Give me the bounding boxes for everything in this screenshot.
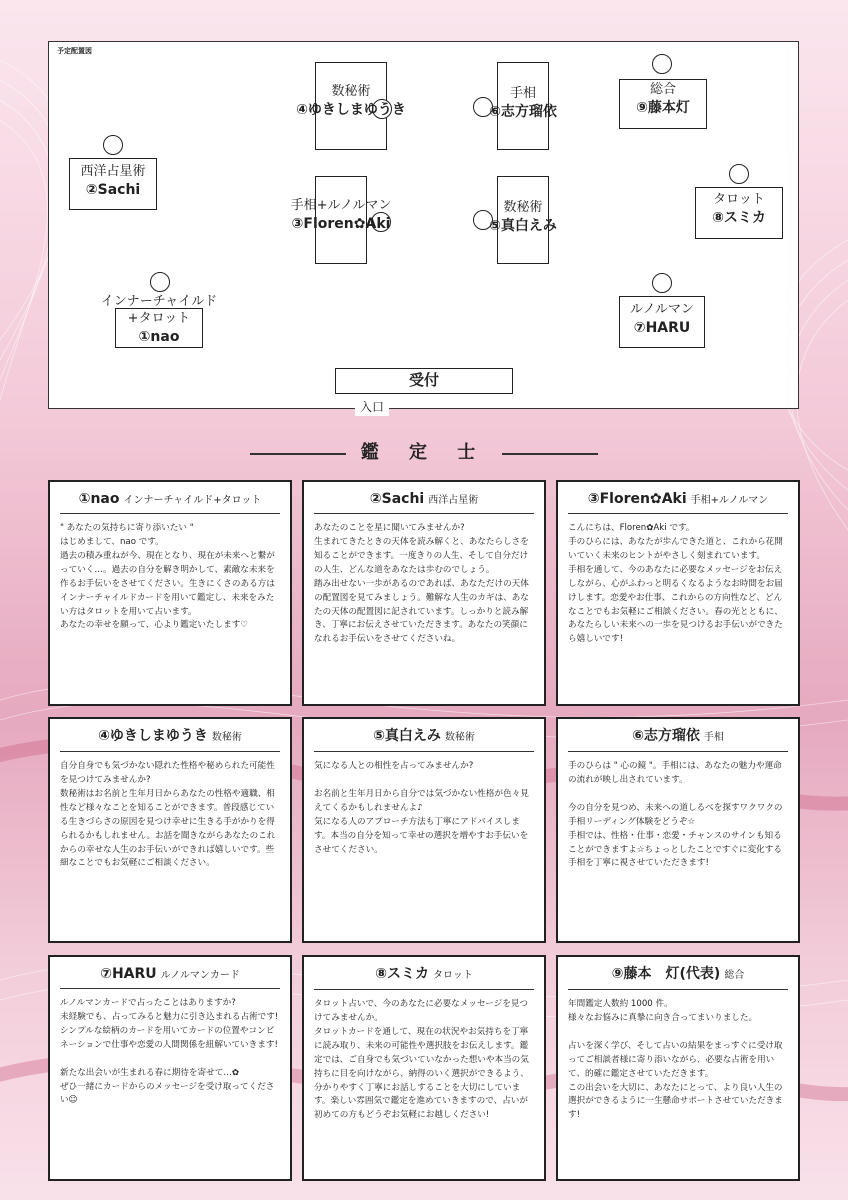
reader-specialty: ルノルマンカード xyxy=(160,970,240,981)
seat-7 xyxy=(652,273,672,293)
reader-name: ③Floren✿Aki xyxy=(587,491,687,507)
reader-specialty: タロット xyxy=(433,970,473,981)
reader-specialty: 西洋占星術 xyxy=(428,495,479,506)
reader-description: ルノルマンカードで占ったことはありますか? 未経験でも、占ってみると魅力に引き込まれる占術です!シンプルな絵柄のカードを用いてカードの位置やコンビネーションで仕事や恋愛の人間関係を紐解いていきます! 新たな出会いが生まれる春に期待を寄せて…✿ ぜひ一緒にカードからのメッセージを受け取ってください☺ xyxy=(60,998,279,1106)
map-title: 予定配置図 xyxy=(57,47,92,55)
booth-label-9: 総合 ⑨藤本灯 xyxy=(636,82,690,116)
section-title: 鑑 定 士 xyxy=(360,442,488,463)
reader-name: ④ゆきしまゆうき xyxy=(98,728,208,744)
seat-2 xyxy=(103,135,123,155)
seat-9 xyxy=(652,54,672,74)
reader-description: 年間鑑定人数約 1000 件。 様々なお悩みに真摯に向き合ってまいりました。 占いを深く学び、そして占いの結果をまっすぐに受け取ってご相談者様に寄り添いながら、必要な占術を用いて、的確に鑑定させていただきます。 この出会いを大切に、あなたにとって、より良い人生の選択ができるように一生懸命サポートさせていただきます! xyxy=(568,999,783,1121)
reader-name: ⑦HARU xyxy=(100,966,157,982)
booth-label-7: ルノルマン ⑦HARU xyxy=(630,302,694,336)
reader-description: " あなたの気持ちに寄り添いたい " はじめまして、nao です。 過去の積み重ねが今、現在となり、現在が未来へと繋がっていく…。過去の自分を解き明かして、素敵な未来を作るお手伝いをさせてください。生きにくさのある方はインナーチャイルドカードを用いて鑑定し、未来をみたい方はタロットを用いて占います。 あなたの幸せを願って、心より鑑定いたします♡ xyxy=(60,523,275,631)
reader-card-5 xyxy=(302,717,546,943)
reader-card-9 xyxy=(556,955,800,1181)
reader-description: あなたのことを星に聞いてみませんか? 生まれてきたときの天体を読み解くと、あなたらしさを知ることができます。一度きりの人生、そして自分だけの人生、どんな道をあなたは歩むのでしょう。 踏み出せない一歩があるのであれば、あなただけの天体の配置図を見てみましょう。難解な人生のカギは、あなたの天体の配置図に記されています。しっかりと読み解き、丁寧にお伝えさせていただきます。あなたの笑顔になれるお手伝いをさせてくださいね。 xyxy=(314,523,529,645)
seat-1 xyxy=(150,272,170,292)
reader-description: 手のひらは " 心の鏡 "。手相には、あなたの魅力や運命の流れが映し出されています。 今の自分を見つめ、未来への道しるべを探すワクワクの手相リーディング体験をどうぞ☆ 手相では、性格・仕事・恋愛・チャンスのサインも知ることができますよ☆ちょっとしたことですぐに変化する手相を丁寧に視させていただきます! xyxy=(568,761,783,869)
reader-name: ②Sachi xyxy=(369,491,425,507)
heading-line-right xyxy=(502,453,598,455)
reader-specialty: 手相 xyxy=(703,732,724,743)
reader-card-6 xyxy=(556,717,800,943)
booth-label-6: 手相 ⑥志方瑠依 xyxy=(489,86,557,120)
reader-specialty: 手相+ルノルマン xyxy=(690,495,769,506)
reception-desk: 受付 xyxy=(335,368,513,394)
seat-8 xyxy=(729,164,749,184)
booth-label-2: 西洋占星術 ②Sachi xyxy=(80,164,146,198)
reader-card-8 xyxy=(302,955,546,1181)
reader-card-4 xyxy=(48,717,292,943)
reader-name: ⑥志方瑠依 xyxy=(632,728,700,744)
booth-label-4: 数秘術 ④ゆきしまゆうき xyxy=(296,84,406,118)
layout-map xyxy=(48,41,799,409)
booth-label-3: 手相+ルノルマン ③Floren✿Aki xyxy=(290,198,392,232)
reader-name: ⑧スミカ xyxy=(375,966,430,982)
booth-label-8: タロット ⑧スミカ xyxy=(712,192,766,226)
booth-label-1: インナーチャイルド +タロット ①nao xyxy=(100,294,218,345)
reader-card-3 xyxy=(556,480,800,706)
booth-label-5: 数秘術 ⑤真白えみ xyxy=(489,200,557,234)
reader-name: ⑤真白えみ xyxy=(373,728,441,744)
reader-specialty: 総合 xyxy=(724,970,745,981)
reader-specialty: 数秘術 xyxy=(211,732,242,743)
reader-specialty: 数秘術 xyxy=(444,732,475,743)
heading-line-left xyxy=(250,453,346,455)
reader-name: ⑨藤本 灯(代表) xyxy=(611,966,721,982)
reader-card-2 xyxy=(302,480,546,706)
reader-name: ①nao xyxy=(78,491,120,507)
entrance-label: 入口 xyxy=(355,398,389,416)
reader-card-7 xyxy=(48,955,292,1181)
reader-description: こんにちは、Floren✿Aki です。 手のひらには、あなたが歩んできた道と、これから花開いていく未来のヒントがやさしく刻まれています。 手相を通して、今のあなたに必要なメッセージをお伝えしながら、心がふわっと明るくなるようなお時間をお届けします。恋愛やお仕事、これからの方向性など、どんなことでもお気軽にご相談ください。春の光とともに、あなたらしい未来への一歩を見つけるお手伝いができたら嬉しいです! xyxy=(568,523,783,645)
reader-specialty: インナーチャイルド+タロット xyxy=(123,495,262,506)
reader-description: 気になる人との相性を占ってみませんか? お名前と生年月日から自分では気づかない性格が色々見えてくるかもしれませんよ♪ 気になる人のアプローチ方法も丁寧にアドバイスします。本当の自分を知って幸せの選択を増やすお手伝いをさせてください。 xyxy=(314,761,529,855)
reader-card-1 xyxy=(48,480,292,706)
section-heading xyxy=(0,440,848,466)
reader-description: タロット占いで、今のあなたに必要なメッセージを見つけてみませんか。 タロットカードを通して、現在の状況やお気持ちを丁寧に読み取り、未来の可能性や選択肢をお伝えします。鑑定では、ご自身でも気づいていなかった想いや本当の気持ちに目を向けながら、納得のいく選択ができるよう、分かりやすく丁寧にお話しすることを大切にしています。楽しい雰囲気で鑑定を進めていきますので、占いが初めての方もどうぞお気軽にお越しください! xyxy=(314,999,529,1121)
reader-description: 自分自身でも気づかない隠れた性格や秘められた可能性を見つけてみませんか? 数秘術はお名前と生年月日からあなたの性格や適職、相性など様々なことを知ることができます。普段感じている生きづらさの原因を見つけ幸せに生きる手がかりを得られるかもしれません。お話を聞きながらあなたのこれからの幸せな人生のお手伝いができれば嬉しいです。些細なことでもお気軽にご相談ください。 xyxy=(60,761,276,869)
